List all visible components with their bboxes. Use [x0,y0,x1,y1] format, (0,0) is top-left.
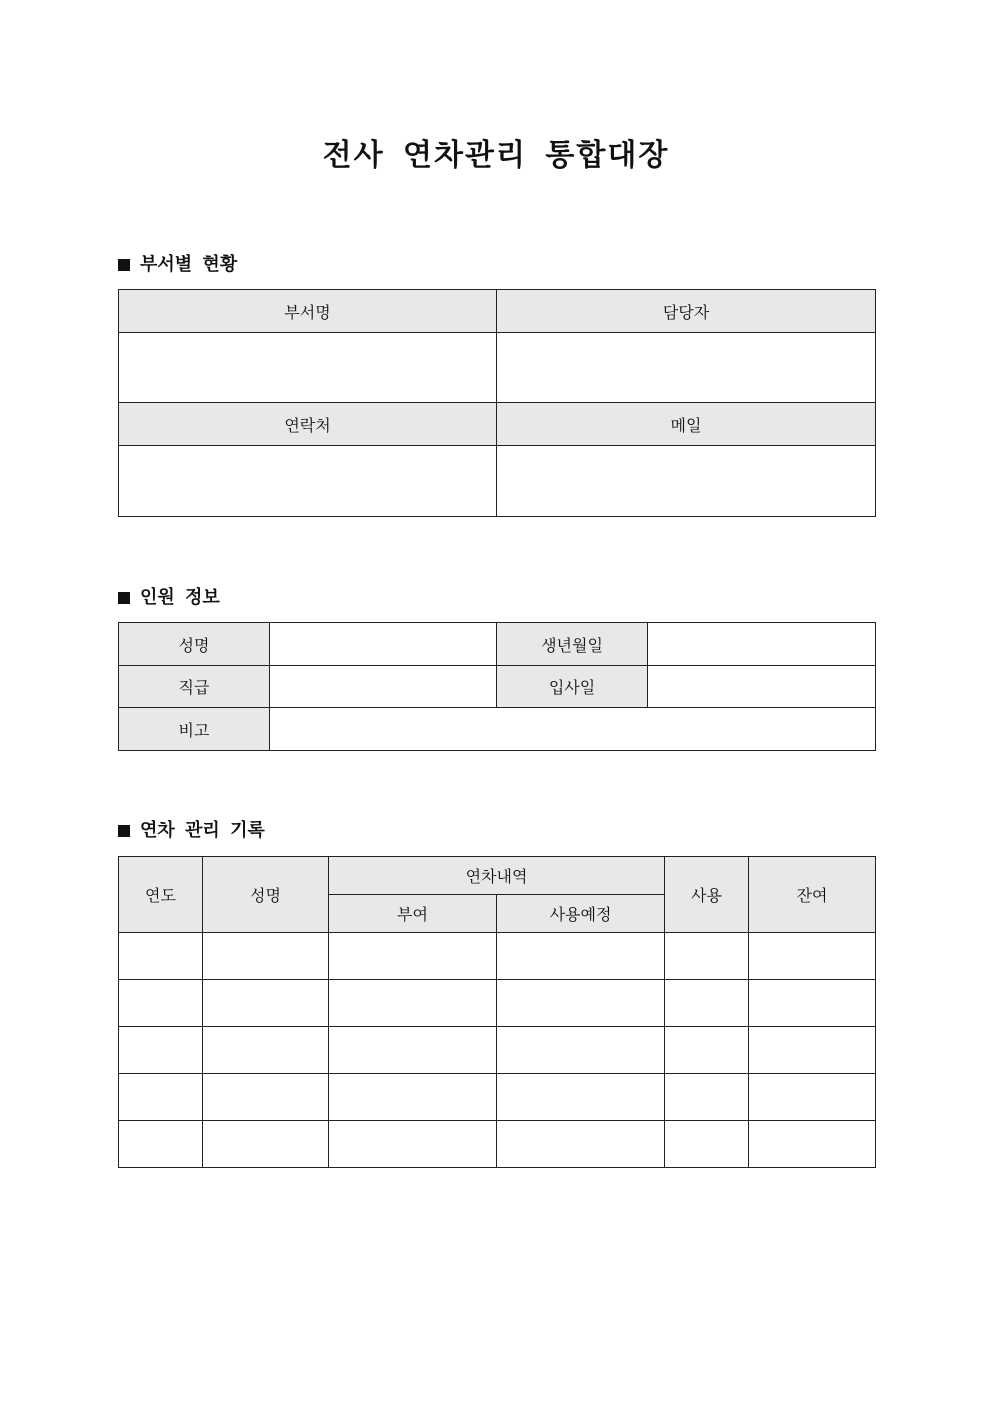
remaining-cell[interactable] [749,980,876,1027]
section-heading-department [118,253,237,277]
section-heading-label: 연차 관리 기록 [140,820,265,841]
header-planned: 사용예정 [497,895,665,933]
header-granted: 부여 [329,895,497,933]
used-cell[interactable] [665,1121,749,1168]
remarks-field[interactable] [270,708,876,751]
table-row [119,1121,876,1168]
label-email: 메일 [497,403,876,446]
remaining-cell[interactable] [749,1074,876,1121]
page-title: 전사 연차관리 통합대장 [322,138,670,173]
square-bullet-icon [118,259,130,271]
header-leave-details: 연차내역 [329,857,665,895]
department-table [118,289,876,517]
personnel-table [118,622,876,751]
position-field[interactable] [270,666,497,708]
granted-cell[interactable] [329,1121,497,1168]
granted-cell[interactable] [329,980,497,1027]
remaining-cell[interactable] [749,1121,876,1168]
remaining-cell[interactable] [749,933,876,980]
table-row [119,1027,876,1074]
year-cell[interactable] [119,980,203,1027]
square-bullet-icon [118,825,130,837]
header-used: 사용 [665,857,749,933]
year-cell[interactable] [119,933,203,980]
granted-cell[interactable] [329,933,497,980]
label-hire-date: 입사일 [497,666,648,708]
name-cell[interactable] [203,1121,329,1168]
label-manager: 담당자 [497,290,876,333]
year-cell[interactable] [119,1027,203,1074]
header-remaining: 잔여 [749,857,876,933]
name-field[interactable] [270,623,497,666]
planned-cell[interactable] [497,933,665,980]
label-contact: 연락처 [119,403,497,446]
table-row [119,933,876,980]
department-name-field[interactable] [119,333,497,403]
section-heading-personnel [118,586,220,610]
name-cell[interactable] [203,1074,329,1121]
used-cell[interactable] [665,980,749,1027]
planned-cell[interactable] [497,1074,665,1121]
label-birthdate: 생년월일 [497,623,648,666]
hire-date-field[interactable] [648,666,876,708]
name-cell[interactable] [203,933,329,980]
birthdate-field[interactable] [648,623,876,666]
used-cell[interactable] [665,1074,749,1121]
planned-cell[interactable] [497,980,665,1027]
section-heading-label: 인원 정보 [140,587,220,608]
used-cell[interactable] [665,933,749,980]
name-cell[interactable] [203,1027,329,1074]
granted-cell[interactable] [329,1027,497,1074]
section-heading-label: 부서별 현황 [140,254,238,275]
email-field[interactable] [497,446,876,517]
year-cell[interactable] [119,1121,203,1168]
remaining-cell[interactable] [749,1027,876,1074]
label-remarks: 비고 [119,708,270,751]
planned-cell[interactable] [497,1121,665,1168]
table-row [119,980,876,1027]
year-cell[interactable] [119,1074,203,1121]
used-cell[interactable] [665,1027,749,1074]
leave-records-table [118,856,876,1168]
square-bullet-icon [118,592,130,604]
section-heading-leave-records [118,819,265,843]
granted-cell[interactable] [329,1074,497,1121]
contact-field[interactable] [119,446,497,517]
planned-cell[interactable] [497,1027,665,1074]
header-name: 성명 [203,857,329,933]
table-row [119,1074,876,1121]
name-cell[interactable] [203,980,329,1027]
label-department-name: 부서명 [119,290,497,333]
manager-field[interactable] [497,333,876,403]
label-name: 성명 [119,623,270,666]
header-year: 연도 [119,857,203,933]
label-position: 직급 [119,666,270,708]
